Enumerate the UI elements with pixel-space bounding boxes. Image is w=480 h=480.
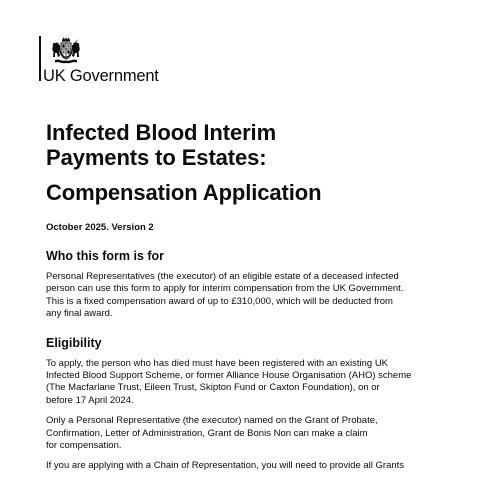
section-heading-who: Who this form is for	[46, 249, 165, 263]
text-line: any final award.	[46, 308, 113, 320]
text-line: before 17 April 2024.	[46, 394, 134, 406]
text-line: Personal Representatives (the executor) of an eligible estate of a deceased infected	[46, 271, 399, 282]
uk-government-logo	[39, 36, 169, 86]
text-line: for compensation.	[46, 440, 122, 452]
title-line-2: Payments to Estates:	[46, 145, 267, 170]
text-line: (The Macfarlane Trust, Eileen Trust, Skipton Fund or Caxton Foundation), on or	[46, 382, 380, 394]
logo-divider	[39, 36, 41, 81]
title-line-1: Infected Blood Interim	[46, 120, 277, 145]
text-line: To apply, the person who has died must have been registered with an existing UK	[46, 357, 389, 369]
text-line: Confirmation, Letter of Administration, Grant de Bonis Non can make a claim	[46, 427, 368, 439]
eligibility-paragraph-1	[46, 358, 446, 408]
document-subtitle: Compensation Application	[46, 180, 322, 205]
text-line: If you are applying with a Chain of Representation, you will need to provide all Grants	[46, 460, 405, 472]
document-title	[46, 120, 446, 170]
text-line: Infected Blood Support Scheme, or former Alliance House Organisation (AHO) scheme	[46, 370, 412, 382]
logo-wordmark: UK Government	[43, 67, 159, 85]
who-paragraph	[46, 271, 446, 321]
eligibility-paragraph-2	[46, 415, 446, 452]
text-line: Only a Personal Representative (the executor) named on the Grant of Probate,	[46, 415, 378, 427]
text-line: person can use this form to apply for interim compensation from the UK Government.	[46, 283, 404, 295]
eligibility-paragraph-3	[46, 460, 446, 472]
text-line: This is a fixed compensation award of up to £310,000, which will be deducted from	[46, 295, 393, 307]
royal-coat-of-arms-icon	[47, 36, 85, 66]
section-heading-eligibility: Eligibility	[46, 335, 102, 350]
date-version: October 2025. Version 2	[46, 222, 154, 233]
document-body	[46, 120, 446, 473]
